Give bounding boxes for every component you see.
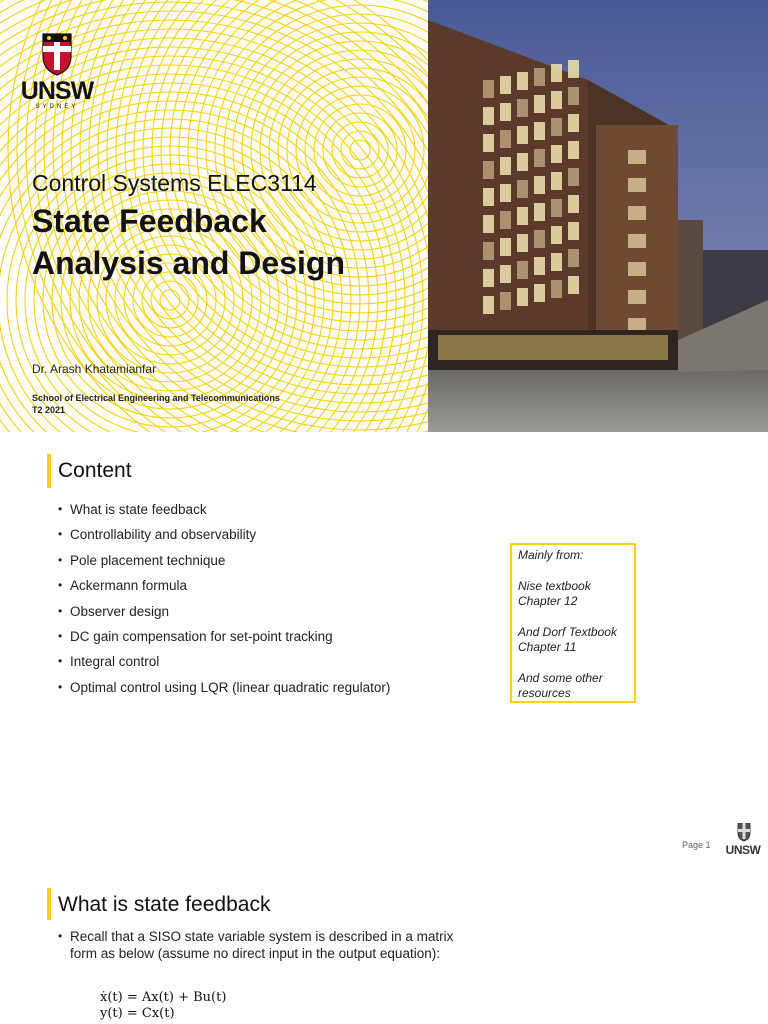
note-line: Nise textbook Chapter 12 [518, 578, 591, 608]
building-window [483, 215, 494, 233]
crest-icon [41, 30, 73, 76]
building-window [534, 284, 545, 302]
building-window [483, 134, 494, 152]
building-window [551, 280, 562, 298]
unsw-small-logo [724, 823, 762, 861]
building-window [483, 161, 494, 179]
building-window [500, 76, 511, 94]
ring [305, 95, 415, 205]
building-window [568, 249, 579, 267]
title-line-1: State Feedback [32, 203, 267, 239]
building-window [483, 269, 494, 287]
building-window [534, 257, 545, 275]
author-name: Dr. Arash Khatamianfar [32, 362, 157, 376]
ring [350, 140, 370, 160]
building-window [483, 107, 494, 125]
list-item: • Controllability and observability [58, 527, 390, 552]
building-window [500, 184, 511, 202]
building-window [551, 64, 562, 82]
note-line: Mainly from: [518, 548, 584, 562]
slide-heading: What is state feedback [58, 893, 271, 916]
building-window [500, 211, 511, 229]
content-slide [0, 432, 768, 864]
building-window [551, 199, 562, 217]
building-window [568, 87, 579, 105]
building-window [628, 178, 646, 192]
building-window [500, 157, 511, 175]
building-window [517, 180, 528, 198]
building-window [517, 234, 528, 252]
small-logo-wordmark: UNSW [725, 843, 761, 857]
list-item: • DC gain compensation for set-point tracking [58, 629, 390, 654]
term: T2 2021 [32, 405, 66, 415]
title-slide [0, 0, 768, 432]
building-window [534, 203, 545, 221]
building-window [534, 230, 545, 248]
building-window [568, 276, 579, 294]
heading-accent-bar [47, 454, 51, 488]
building-window [534, 149, 545, 167]
building-window [500, 238, 511, 256]
list-item: • What is state feedback [58, 502, 390, 527]
school-info [32, 392, 280, 416]
building-window [628, 234, 646, 248]
content-list [58, 502, 390, 705]
building-window [500, 130, 511, 148]
building-window [517, 99, 528, 117]
unsw-logo [17, 30, 97, 114]
building-window [568, 114, 579, 132]
building-window [551, 226, 562, 244]
list-item: • Pole placement technique [58, 553, 390, 578]
building-window [551, 253, 562, 271]
building-window [534, 122, 545, 140]
building-window [568, 222, 579, 240]
title-line-2: Analysis and Design [32, 245, 345, 281]
ring [323, 113, 397, 187]
building-window [551, 91, 562, 109]
building-window [628, 290, 646, 304]
building-window [551, 145, 562, 163]
building-window [517, 72, 528, 90]
building-window [568, 141, 579, 159]
building-window [551, 172, 562, 190]
ring [332, 122, 388, 178]
list-item: • Observer design [58, 604, 390, 629]
logo-subtitle: SYDNEY [35, 104, 79, 110]
campus-building-photo [428, 0, 768, 432]
building-window [500, 292, 511, 310]
sources-note-box [510, 543, 636, 703]
bullet-paragraph: • Recall that a SISO state variable system is described in a matrix form as below (assume no direct input in the output equation): [58, 928, 460, 962]
heading-accent-bar [47, 888, 51, 920]
lecture-title [32, 200, 422, 284]
school-name: School of Electrical Engineering and Telecommunications [32, 393, 280, 403]
building-window [534, 68, 545, 86]
ring [160, 290, 180, 310]
ring [314, 104, 406, 196]
building-window [483, 242, 494, 260]
list-item: • Optimal control using LQR (linear quadratic regulator) [58, 680, 390, 705]
building-window [568, 195, 579, 213]
building-window [517, 288, 528, 306]
building-window [500, 265, 511, 283]
output-equation: y(t) = Cx(t) [100, 1006, 175, 1021]
page-number: Page 1 [682, 840, 711, 850]
note-line: And Dorf Textbook Chapter 11 [518, 624, 617, 654]
building-window [534, 176, 545, 194]
building-window [628, 150, 646, 164]
slide-heading: Content [58, 459, 132, 482]
building-window [628, 318, 646, 332]
building-window [628, 206, 646, 220]
building-window [483, 188, 494, 206]
list-item: • Ackermann formula [58, 578, 390, 603]
list-item: • Integral control [58, 654, 390, 679]
state-equation: ẋ(t) = Ax(t) + Bu(t) [100, 990, 227, 1005]
building-window [517, 261, 528, 279]
building-window [551, 118, 562, 136]
building-window [568, 60, 579, 78]
building-window [483, 296, 494, 314]
building-window [568, 168, 579, 186]
course-name: Control Systems ELEC3114 [32, 170, 317, 196]
building-window [534, 95, 545, 113]
state-feedback-slide [0, 864, 768, 1024]
building-window [628, 262, 646, 276]
note-line: And some other resources [518, 670, 603, 700]
logo-wordmark: UNSW [20, 77, 94, 105]
building-window [500, 103, 511, 121]
building-window [517, 153, 528, 171]
building-window [483, 80, 494, 98]
building-window [517, 126, 528, 144]
building-window [517, 207, 528, 225]
